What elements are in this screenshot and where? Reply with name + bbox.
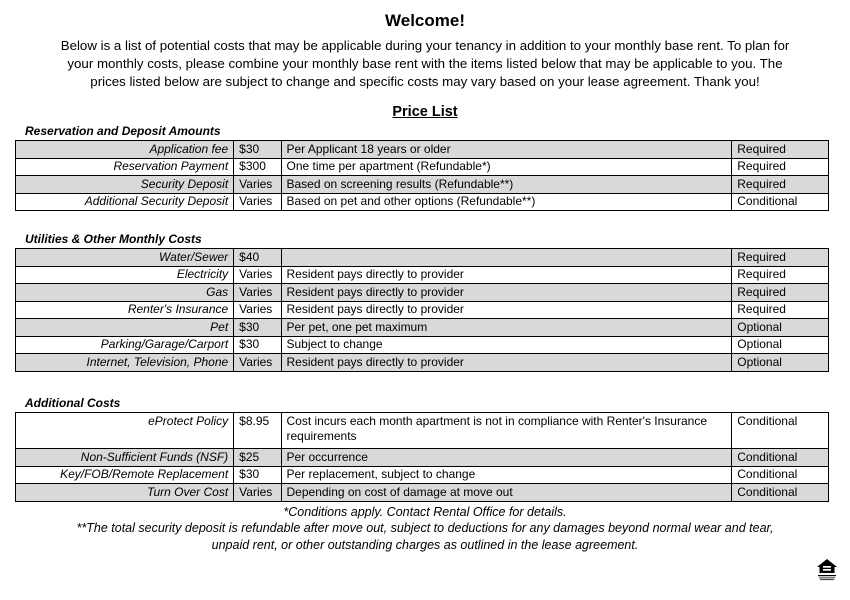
item-description: Resident pays directly to provider [281,284,732,302]
table-row [16,466,829,484]
item-name: Gas [16,284,234,302]
item-description: Resident pays directly to provider [281,354,732,372]
item-description: Based on screening results (Refundable**) [281,176,732,194]
item-price: Varies [234,301,281,319]
item-name: Pet [16,319,234,337]
intro-line: your monthly costs, please combine your monthly base rent with the items listed below that may be applicable to you. The [67,56,783,71]
item-description: Per Applicant 18 years or older [281,141,732,159]
section-title-reservation: Reservation and Deposit Amounts [25,124,221,138]
item-description: Cost incurs each month apartment is not in compliance with Renter's Insurance requirements [281,413,732,449]
reservation-table [15,140,829,211]
item-description: Per replacement, subject to change [281,466,732,484]
equal-housing-opportunity-icon [815,557,839,581]
table-row [16,354,829,372]
table-row [16,449,829,467]
item-price: Varies [234,266,281,284]
item-status: Required [732,301,829,319]
item-status: Conditional [732,449,829,467]
table-row [16,413,829,449]
item-status: Conditional [732,193,829,211]
utilities-table [15,248,829,372]
item-status: Optional [732,336,829,354]
price-list-heading: Price List [392,104,458,120]
security-deposit-note [0,520,850,554]
item-price: Varies [234,484,281,502]
item-description: Depending on cost of damage at move out [281,484,732,502]
item-name: Additional Security Deposit [16,193,234,211]
item-price: $40 [234,249,281,267]
item-description [281,249,732,267]
table-row [16,141,829,159]
item-name: Electricity [16,266,234,284]
item-price: $30 [234,466,281,484]
item-price: $25 [234,449,281,467]
table-row [16,484,829,502]
item-status: Required [732,266,829,284]
note-line: unpaid rent, or other outstanding charges as outlined in the lease agreement. [211,538,639,552]
item-name: Reservation Payment [16,158,234,176]
item-name: Key/FOB/Remote Replacement [16,466,234,484]
item-status: Required [732,176,829,194]
page-title: Welcome! [385,11,465,30]
item-name: Parking/Garage/Carport [16,336,234,354]
table-row [16,284,829,302]
note-line: **The total security deposit is refundable after move out, subject to deductions for any damages beyond normal wear and tear, [76,521,774,535]
item-description: Based on pet and other options (Refundable**) [281,193,732,211]
item-price: $30 [234,141,281,159]
item-status: Required [732,284,829,302]
item-status: Required [732,249,829,267]
table-row [16,249,829,267]
item-status: Optional [732,319,829,337]
item-status: Conditional [732,484,829,502]
item-status: Conditional [732,413,829,449]
item-status: Optional [732,354,829,372]
item-price: $30 [234,336,281,354]
item-description: Resident pays directly to provider [281,266,732,284]
item-name: Security Deposit [16,176,234,194]
table-row [16,158,829,176]
intro-paragraph [0,37,850,91]
table-row [16,193,829,211]
conditions-note: *Conditions apply. Contact Rental Office for details. [283,505,567,519]
item-description: Per occurrence [281,449,732,467]
item-status: Conditional [732,466,829,484]
additional-costs-table [15,412,829,502]
item-name: Application fee [16,141,234,159]
item-price: Varies [234,176,281,194]
item-name: Non-Sufficient Funds (NSF) [16,449,234,467]
table-row [16,266,829,284]
table-row [16,176,829,194]
item-description: Subject to change [281,336,732,354]
item-price: Varies [234,284,281,302]
item-price: $300 [234,158,281,176]
item-name: Water/Sewer [16,249,234,267]
item-price: $8.95 [234,413,281,449]
table-row [16,336,829,354]
table-row [16,301,829,319]
item-name: eProtect Policy [16,413,234,449]
item-name: Turn Over Cost [16,484,234,502]
item-name: Internet, Television, Phone [16,354,234,372]
item-description: One time per apartment (Refundable*) [281,158,732,176]
section-title-additional: Additional Costs [25,396,121,410]
item-price: Varies [234,193,281,211]
intro-line: prices listed below are subject to change and specific costs may vary based on your lease agreement. Thank you! [90,74,760,89]
intro-line: Below is a list of potential costs that may be applicable during your tenancy in addition to your monthly base rent. To plan for [60,38,790,53]
item-price: Varies [234,354,281,372]
table-row [16,319,829,337]
item-description: Resident pays directly to provider [281,301,732,319]
item-description: Per pet, one pet maximum [281,319,732,337]
item-name: Renter's Insurance [16,301,234,319]
section-title-utilities: Utilities & Other Monthly Costs [25,232,202,246]
item-price: $30 [234,319,281,337]
item-status: Required [732,141,829,159]
item-status: Required [732,158,829,176]
